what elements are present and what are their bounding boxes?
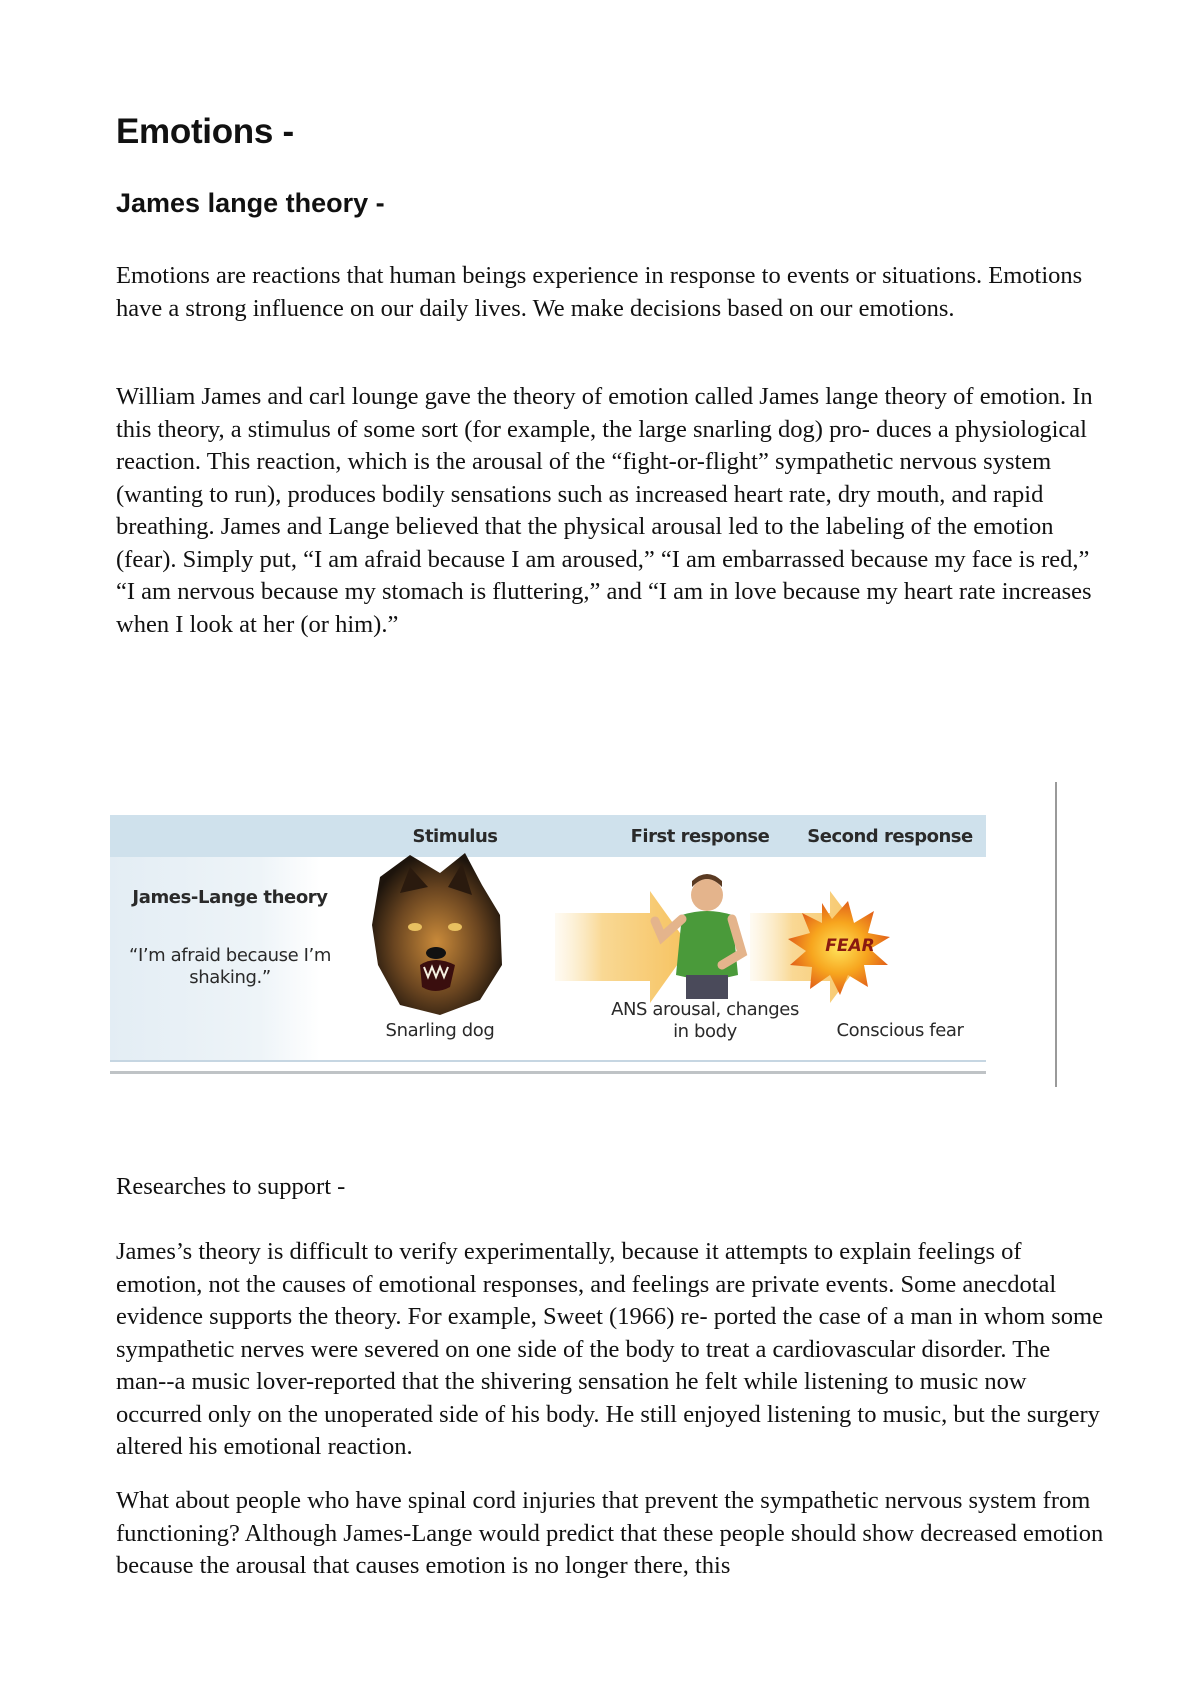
figure-side-rule bbox=[1055, 782, 1057, 1087]
spinal-cord-paragraph: What about people who have spinal cord injuries that prevent the sympathetic nervous system from functioning? Although James-Lange would predict that these people should show decreased emotion because the arousal that causes emotion is no longer there, this bbox=[116, 1487, 1104, 1579]
figure-rule-top bbox=[110, 1060, 986, 1062]
header-second-response: Second response bbox=[807, 826, 973, 847]
theory-quote-label: “I’m afraid because I’m shaking.” bbox=[129, 945, 331, 988]
figure-rule-bottom bbox=[110, 1071, 986, 1074]
header-first-response: First response bbox=[630, 826, 770, 847]
intro-paragraph: Emotions are reactions that human beings experience in response to events or situations. Emotions have a strong influence on our daily lives. We make decisions based on our emotions. bbox=[116, 262, 1083, 322]
theory-name-label: James-Lange theory bbox=[132, 887, 328, 908]
fear-label: FEAR bbox=[825, 936, 875, 956]
james-lange-figure bbox=[110, 815, 986, 1077]
theory-paragraph: William James and carl lounge gave the theory of emotion called James lange theory of emotion. In this theory, a stimulus of some sort (for example, the large snarling dog) pro- duces a physiological reaction. This reaction, which is the arousal of the “fight-or-flight” sympathetic nervous system (wanting to run), produces bodily sensations such as increased heart rate, dry mouth, and rapid breathing. James and Lange believed that the physical arousal led to the labeling of the emotion (fear). Simply put, “I am afraid because I am aroused,” “I am embarrassed because my face is red,” “I am nervous because my stomach is fluttering,” and “I am in love because my heart rate increases when I look at her (or him).” bbox=[116, 383, 1093, 638]
snarling-dog-icon bbox=[372, 853, 502, 1015]
caption-first-response: ANS arousal, changes in body bbox=[611, 999, 799, 1042]
research-paragraph: James’s theory is difficult to verify experimentally, because it attempts to explain feelings of emotion, not the causes of emotional responses, and feelings are private events. Some anecdotal evidence supports the theory. For example, Sweet (1966) re- ported the case of a man in whom some sympathetic nerves were severed on one side of the body to treat a cardiovascular disorder. The man--a music lover-reported that the shivering sensation he felt while listening to music now occurred only on the unoperated side of his body. He still enjoyed listening to music, but the surgery altered his emotional reaction. bbox=[116, 1238, 1103, 1460]
header-stimulus: Stimulus bbox=[412, 826, 498, 847]
caption-stimulus: Snarling dog bbox=[385, 1020, 495, 1041]
section-heading: James lange theory - bbox=[116, 188, 385, 218]
research-heading: Researches to support - bbox=[116, 1173, 346, 1200]
page-title: Emotions - bbox=[116, 112, 294, 151]
aroused-person-icon bbox=[655, 874, 742, 999]
caption-second-response: Conscious fear bbox=[836, 1020, 964, 1041]
arrow-to-first-response bbox=[555, 891, 690, 1003]
